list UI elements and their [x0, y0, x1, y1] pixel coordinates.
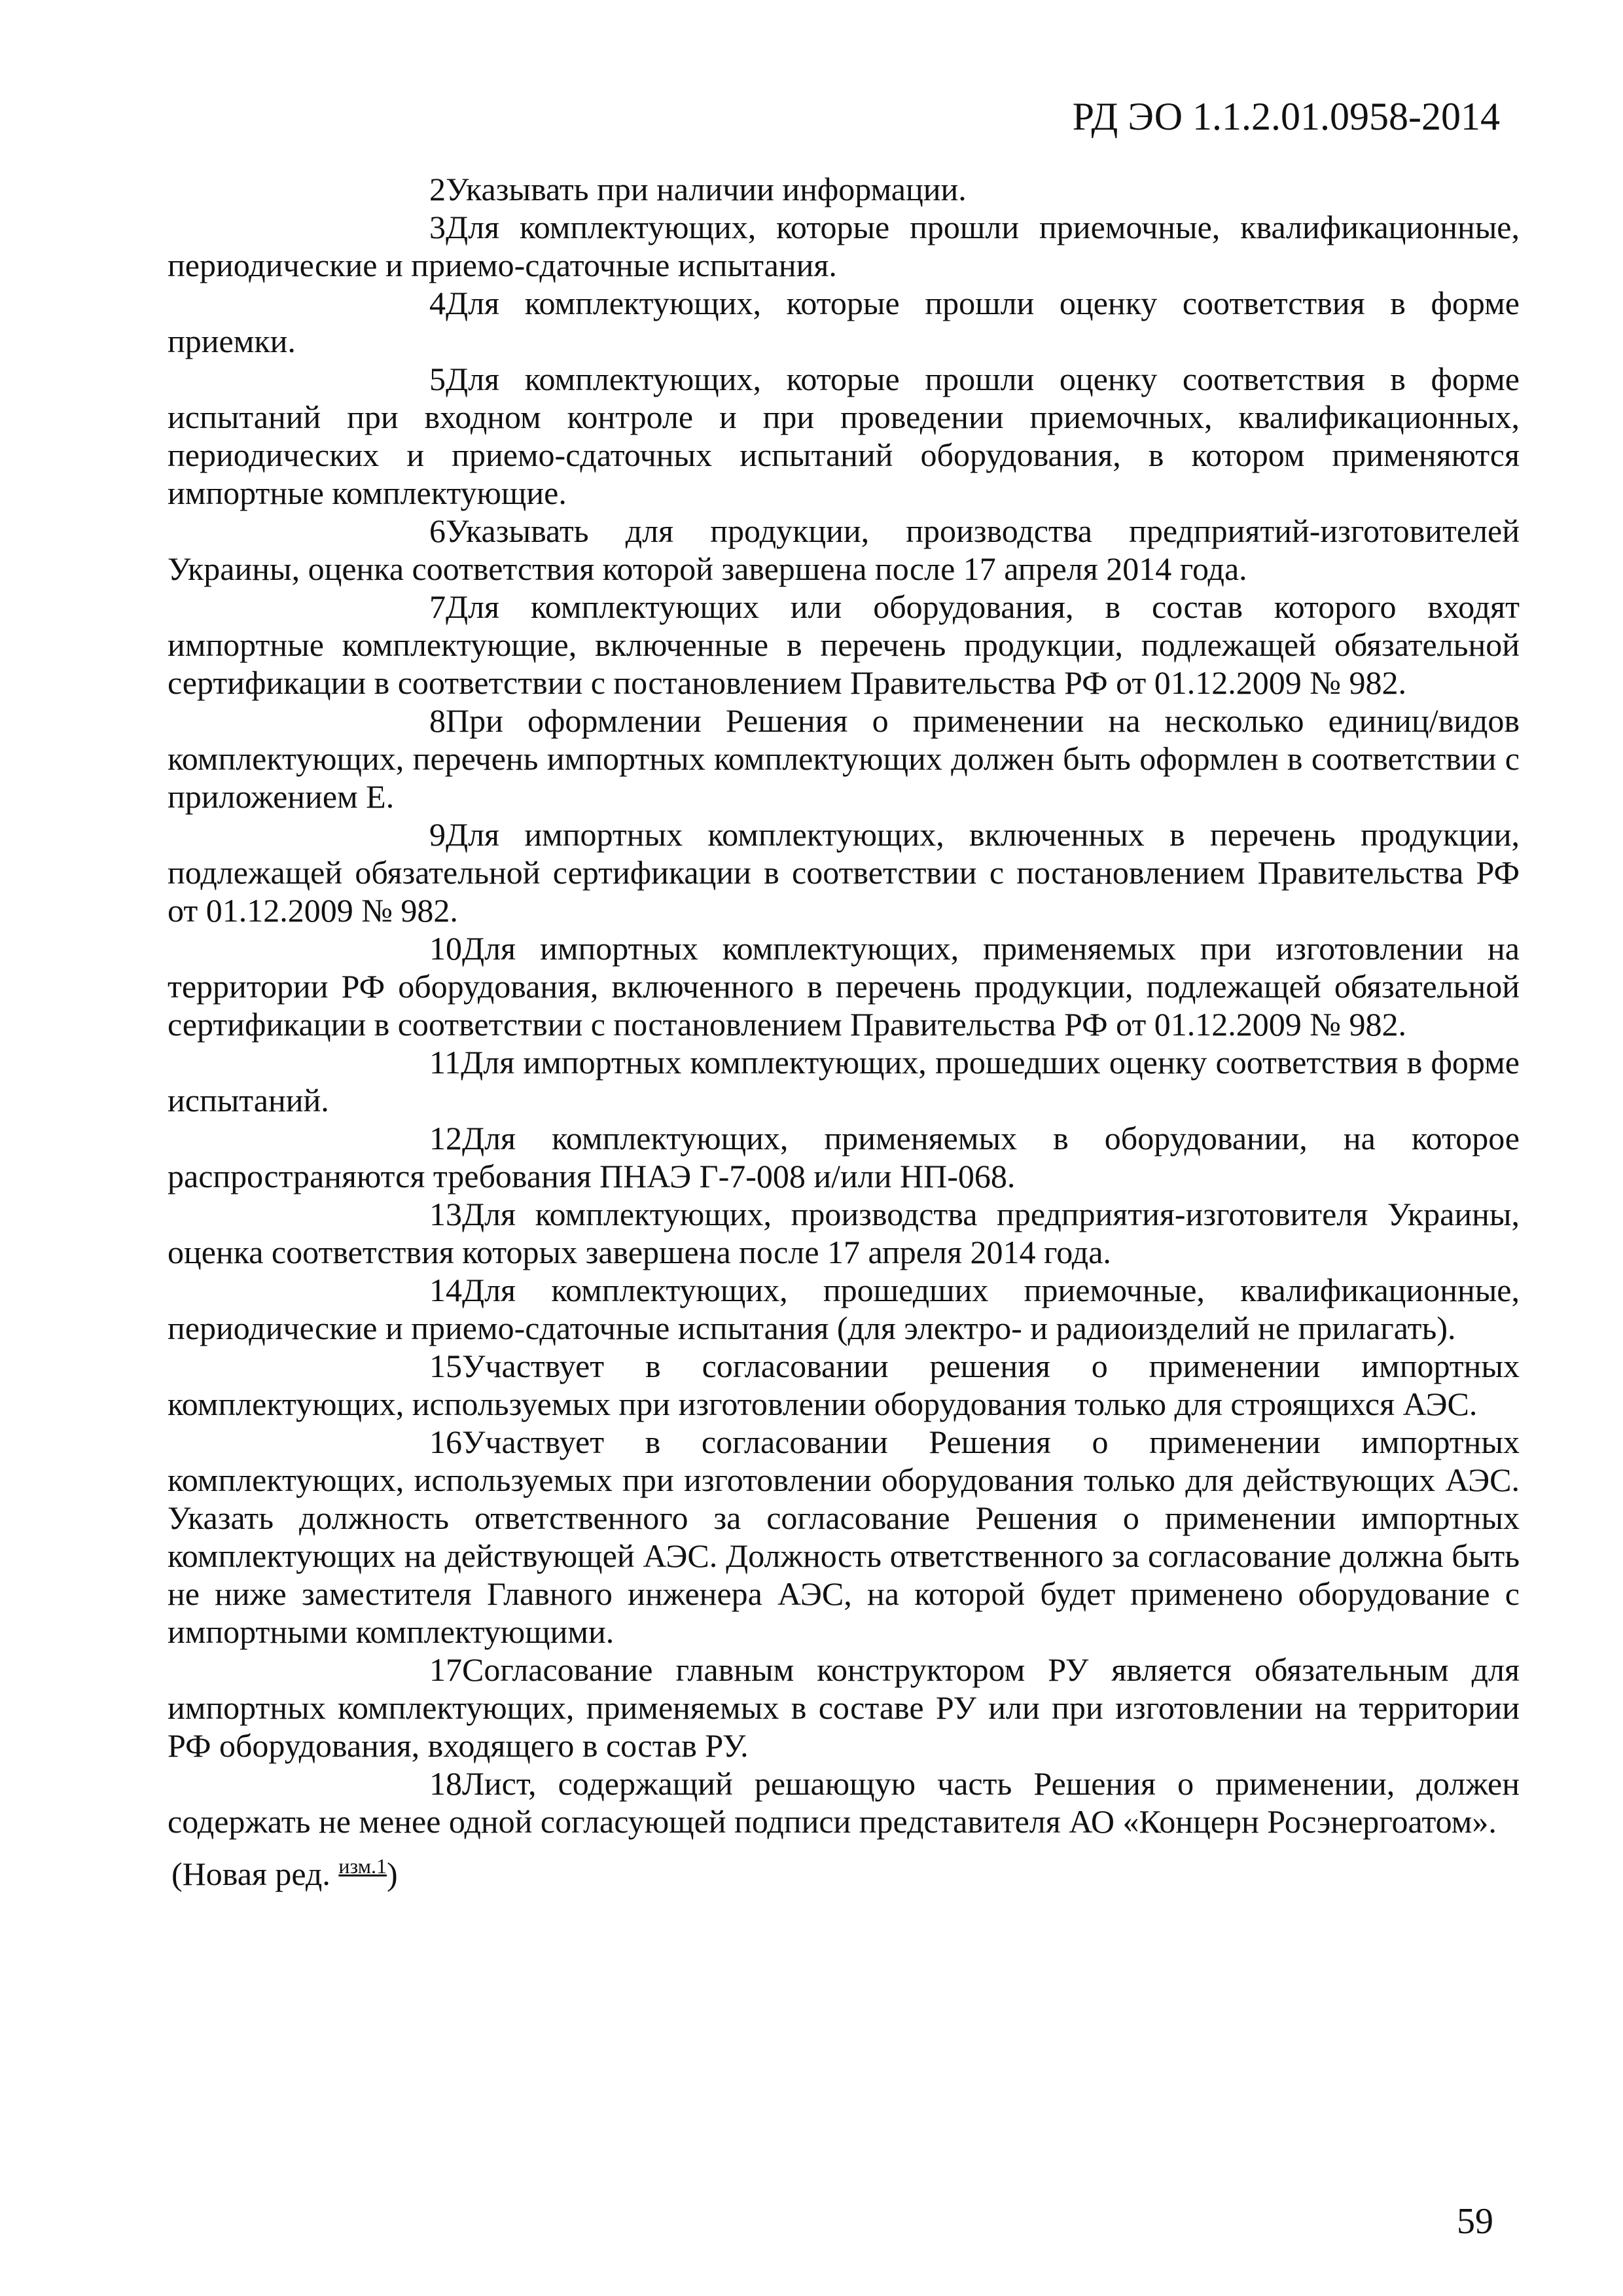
- note-text: Для комплектующих, применяемых в оборудовании, на которое распространяются требования ПНАЭ Г-7-008 и/или НП-068.: [168, 1120, 1520, 1194]
- note-item: [168, 1423, 1520, 1651]
- note-item: [168, 1195, 1520, 1271]
- note-item: [168, 512, 1520, 588]
- note-item: [168, 360, 1520, 512]
- note-item: [168, 816, 1520, 929]
- note-item: [168, 1651, 1520, 1765]
- note-number: 15: [429, 1348, 462, 1384]
- note-number: 2: [429, 171, 446, 207]
- note-text: Лист, содержащий решающую часть Решения о применении, должен содержать не менее одной согласующей подписи представителя АО «Концерн Росэнергоатом».: [168, 1765, 1520, 1840]
- note-number: 3: [429, 209, 446, 245]
- note-text: Для комплектующих, производства предприятия-изготовителя Украины, оценка соответствия которых завершена после 17 апреля 2014 года.: [168, 1196, 1520, 1270]
- note-text: Для комплектующих или оборудования, в состав которого входят импортные комплектующие, включенные в перечень продукции, подлежащей обязательной сертификации в соответствии с постановлением Правительства РФ от 01.12.2009 № 982.: [168, 588, 1520, 701]
- note-item: [168, 170, 1520, 208]
- note-text: Для импортных комплектующих, применяемых при изготовлении на территории РФ оборудования, включенного в перечень продукции, подлежащей обязательной сертификации в соответствии с постановлением Правительства РФ от 01.12.2009 № 982.: [168, 930, 1520, 1043]
- note-number: 4: [429, 285, 446, 321]
- note-number: 8: [429, 702, 446, 739]
- note-number: 10: [429, 930, 462, 967]
- note-number: 6: [429, 512, 446, 549]
- note-number: 17: [429, 1651, 462, 1688]
- note-text: Указывать для продукции, производства предприятий-изготовителей Украины, оценка соответствия которой завершена после 17 апреля 2014 года.: [168, 512, 1520, 587]
- note-text: Участвует в согласовании решения о применении импортных комплектующих, используемых при изготовлении оборудования только для строящихся АЭС.: [168, 1348, 1520, 1422]
- note-item: [168, 1119, 1520, 1195]
- revision-prefix: (Новая ред.: [171, 1856, 330, 1892]
- note-number: 5: [429, 361, 446, 397]
- note-text: Для комплектующих, которые прошли оценку соответствия в форме испытаний при входном контроле и при проведении приемочных, квалификационных, периодических и приемо-сдаточных испытаний оборудования, в котором применяются импортные комплектующие.: [168, 361, 1520, 511]
- note-item: [168, 1043, 1520, 1119]
- note-item: [168, 702, 1520, 816]
- note-item: [168, 588, 1520, 702]
- note-number: 9: [429, 816, 446, 853]
- note-text: Для комплектующих, прошедших приемочные, квалификационные, периодические и приемо-сдаточные испытания (для электро- и радиоизделий не прилагать).: [168, 1272, 1520, 1346]
- note-item: [168, 1347, 1520, 1423]
- note-number: 18: [429, 1765, 462, 1802]
- note-text: Для импортных комплектующих, включенных в перечень продукции, подлежащей обязательной сертификации в соответствии с постановлением Правительства РФ от 01.12.2009 № 982.: [168, 816, 1520, 929]
- note-number: 7: [429, 588, 446, 625]
- note-text: Участвует в согласовании Решения о применении импортных комплектующих, используемых при изготовлении оборудования только для действующих АЭС. Указать должность ответственного за согласование Решения о применении импортных комплектующих на действующей АЭС. Должность ответственного за согласование должна быть не ниже заместителя Главного инженера АЭС, на которой будет применено оборудование с импортными комплектующими.: [168, 1424, 1520, 1650]
- note-item: [168, 929, 1520, 1043]
- note-number: 11: [429, 1044, 461, 1081]
- notes-list: [168, 170, 1520, 1840]
- note-text: При оформлении Решения о применении на несколько единиц/видов комплектующих, перечень импортных комплектующих должен быть оформлен в соответствии с приложением Е.: [168, 702, 1520, 815]
- note-number: 13: [429, 1196, 462, 1232]
- note-text: Для комплектующих, которые прошли оценку соответствия в форме приемки.: [168, 285, 1520, 359]
- change-reference-link[interactable]: изм.1: [338, 1854, 387, 1878]
- revision-note: [171, 1847, 398, 1893]
- revision-suffix: ): [386, 1856, 398, 1892]
- document-code: РД ЭО 1.1.2.01.0958-2014: [1072, 95, 1500, 138]
- note-number: 14: [429, 1272, 462, 1308]
- note-item: [168, 1765, 1520, 1840]
- note-text: Для комплектующих, которые прошли приемочные, квалификационные, периодические и приемо-сдаточные испытания.: [168, 209, 1520, 283]
- note-text: Для импортных комплектующих, прошедших оценку соответствия в форме испытаний.: [168, 1044, 1520, 1119]
- note-text: Указывать при наличии информации.: [446, 171, 967, 207]
- note-item: [168, 208, 1520, 284]
- page-number: 59: [1457, 2201, 1493, 2242]
- note-text: Согласование главным конструктором РУ является обязательным для импортных комплектующих, применяемых в составе РУ или при изготовлении на территории РФ оборудования, входящего в состав РУ.: [168, 1651, 1520, 1764]
- note-item: [168, 284, 1520, 360]
- note-item: [168, 1271, 1520, 1347]
- note-number: 12: [429, 1120, 462, 1157]
- note-number: 16: [429, 1424, 462, 1460]
